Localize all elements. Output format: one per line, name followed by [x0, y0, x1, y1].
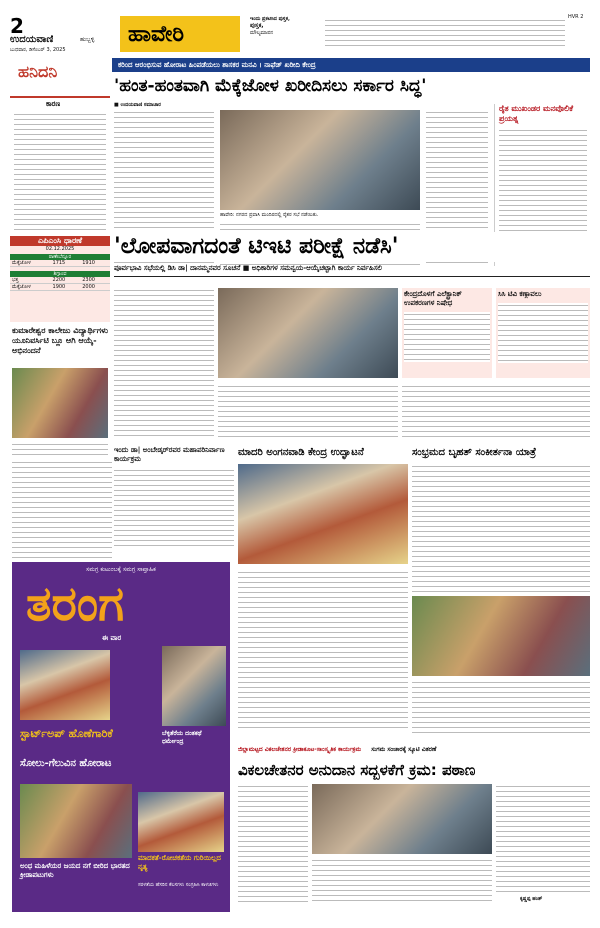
box2-text	[498, 303, 588, 363]
lead-byline: ■ ಉದಯವಾಣಿ ಸಮಾಚಾರ	[114, 102, 161, 108]
brand-box	[10, 56, 110, 98]
lead-photo	[220, 110, 420, 210]
district-title: ಹಾವೇರಿ	[128, 22, 184, 47]
top-banner-text: ಕರಿಂದ ಆರಂಭಿಸುವ ಹೋರಾಟ ಹಿಂಪಡೆಯಲು ಶಾಸಕರ ಮನವಿ । ನಾಫೆಡ್ ಖರೀದಿ ಕೇಂದ್ರ	[118, 61, 316, 69]
date-line: ಬುಧವಾರ, ಡಿಸೆಂಬರ್ 3, 2025	[10, 47, 66, 53]
district-title-box	[120, 16, 240, 52]
advert-item4: ಅಂಧ ಮಹಿಳೆಯರ ಜಯದ ನಗೆ ಬೀರಿದ ಭಾರತದ ಕ್ರೀಡಾಪಟುಗಳು	[20, 862, 130, 879]
promo-sub2: ಮೌಲ್ಯಮಾಪನ	[250, 30, 274, 36]
advert-title: ತರಂಗ	[26, 576, 125, 632]
story3-headline: ಮಾದರಿ ಅಂಗನವಾಡಿ ಕೇಂದ್ರ ಉದ್ಘಾಟನೆ	[238, 447, 364, 458]
story3-text	[238, 570, 408, 730]
page-number: 2	[10, 14, 24, 38]
advert-item5: ಮಾದಕತೆ-ರೋಚಕತೆಯ ಗುರಿಯಿಲ್ಲದ ನೃತ್ಯ	[138, 854, 221, 871]
brand-title: ಹನಿದನಿ	[18, 62, 58, 81]
advert-item2: ಸೋಲು-ಗೆಲುವಿನ ಹೋರಾಟ	[20, 758, 112, 769]
rate-sub: ರಾಣೇಬೆನ್ನೂರ	[10, 254, 110, 260]
rate-sub2: ಶಿಗ್ಗಾಂವ	[10, 271, 110, 277]
story2-col-2	[218, 384, 398, 440]
table-row	[10, 260, 110, 267]
top-banner	[112, 58, 590, 72]
story5-kicker: ಜಿಲ್ಲಾಮಟ್ಟದ ವಿಕಲಚೇತನರ ಕ್ರೀಡಾಕೂಟ-ಸಾಂಸ್ಕೃತಿಕ ಕಾರ್ಯಕ್ರಮ	[238, 746, 362, 753]
advert-photo-2	[162, 646, 226, 726]
right-col-head: ರೈತ ಮುಖಂಡರ ಮನವೊಲಿಕೆ ಪ್ರಯತ್ನ	[499, 104, 574, 123]
promo-head: ಇಂದು ಪ್ರಕಟಿಸಿದ ಪುಸ್ತಕ,	[250, 16, 290, 22]
promo-text	[325, 18, 565, 50]
story4-photo	[412, 596, 590, 676]
promo-box	[250, 16, 320, 52]
taranga-advert	[12, 562, 230, 912]
story5-col-1	[238, 784, 308, 904]
story2-col-1	[114, 288, 214, 438]
story2-box1	[402, 288, 492, 378]
story3-side-head: ಇಂದು ಡಾ| ಅಂಬೇಡ್ಕರ್‌ರವರ ಮಹಾಪರಿನಿರ್ವಾಣ ಕಾರ್ಯಕ್ರಮ	[114, 446, 225, 463]
story2-box2	[496, 288, 590, 378]
crop: ಮೆಕ್ಕೆಜೋಳ	[10, 284, 51, 291]
story2-subline: ಪೂರ್ವಭಾವಿ ಸಭೆಯಲ್ಲಿ ಡಿಸಿ ಡಾ| ದಾನಮ್ಮನವರ ಸೂಚನೆ ■ ಅಧಿಕಾರಿಗಳ ಸಮನ್ವಯ-ಆಯ್ಕೆಚಟ್ಟಾಗಿ ಕಾರ್ಯ ನಿರ್ವಹಿಸಲಿ	[114, 264, 383, 272]
story5-headline: ವಿಕಲಚೇತನರ ಅನುದಾನ ಸದ್ಬಳಕೆಗೆ ಕ್ರಮ: ಪಠಾಣ	[238, 761, 476, 779]
rate-table	[10, 260, 110, 267]
crop: ಭತ್ತ	[10, 277, 51, 284]
lead-caption: ಹಾವೇರಿ: ನಗರದ ಪ್ರವಾಸಿ ಮಂದಿರದಲ್ಲಿ ರೈತರ ಸಭೆ ನಡೆಯಿತು.	[220, 212, 319, 218]
story5-kicker2: ಸುಗಮ ಸಂಚಾರಕ್ಕೆ ಸ್ಕೂಟಿ ವಿತರಣೆ	[371, 746, 437, 753]
advert-photo-3	[20, 784, 132, 858]
story5-photo	[312, 784, 492, 854]
masthead	[10, 14, 590, 54]
rate-title: ಎಪಿಎಂಸಿ ಧಾರಣೆ	[10, 236, 110, 246]
story2-head: ಕುಮಾರೇಶ್ವರ ಕಾಲೇಜು ವಿದ್ಯಾರ್ಥಿಗಳು ಯೂನಿವರ್ಸಿಟಿ ಬ್ಲೂ ಆಗಿ ಆಯ್ಕೆ-ಅಭಿನಂದನೆ	[12, 326, 108, 355]
story2-headline: 'ಲೋಪವಾಗದಂತೆ ಟಿಇಟಿ ಪರೀಕ್ಷೆ ನಡೆಸಿ'	[114, 232, 590, 262]
advert-item3: ಬೆಳ್ಳಿತೆರೆಯ ದಂತಕಥೆ ಧರ್ಮೇಂದ್ರ	[162, 730, 202, 745]
story3-side-text	[114, 468, 234, 548]
story3-side	[114, 446, 234, 556]
max-rate: 1910	[80, 260, 110, 267]
story3	[238, 446, 408, 746]
box1-head: ಕೇಂದ್ರದೊಳಗೆ ಎಲೆಕ್ಟ್ರಾನಿಕ್ ಉಪಕರಣಗಳ ನಿಷೇಧ	[404, 290, 462, 307]
advert-photo-4	[138, 792, 224, 852]
paper-name: ಉದಯವಾಣಿ	[10, 34, 54, 45]
story5-quote-box	[496, 784, 590, 894]
crop: ಮೆಕ್ಕೆಜೋಳ	[10, 260, 51, 267]
story2-photo	[218, 288, 398, 378]
story2-text	[12, 442, 108, 456]
left-column-text-more	[12, 460, 112, 560]
rate-table-2	[10, 277, 110, 291]
story2-col-3	[402, 384, 590, 440]
rate-box	[10, 236, 110, 322]
page-code: HVR 2	[568, 14, 584, 20]
table-row	[10, 284, 110, 291]
section-text	[14, 112, 106, 230]
lead-headline: 'ಹಂತ-ಹಂತವಾಗಿ ಮೆಕ್ಕೆಜೋಳ ಖರೀದಿಸಲು ಸರ್ಕಾರ ಸಿದ್ಧ'	[114, 76, 427, 96]
rate-date: 02.12.2025	[45, 246, 75, 252]
story4-headline: ಸಂಭ್ರಮದ ಬೃಹತ್ ಸಂಕೀರ್ತನಾ ಯಾತ್ರೆ	[412, 447, 537, 458]
story4	[412, 446, 590, 746]
story4-text	[412, 464, 590, 594]
edition-tag: ಹುಬ್ಬಳ್ಳಿ	[80, 36, 95, 43]
promo-sub: ಪುಸ್ತಕ,	[250, 22, 264, 29]
advert-tag: ಈ ವಾರ	[102, 634, 122, 642]
min-rate: 1900	[51, 284, 81, 291]
max-rate: 2000	[80, 284, 110, 291]
min-rate: 1715	[51, 260, 81, 267]
story3-photo	[238, 464, 408, 564]
box2-head: ಸಿಸಿ ಟಿವಿ ಕಣ್ಗಾವಲು	[498, 290, 542, 298]
section-label: ಕಾರಣ	[46, 100, 61, 108]
advert-photo-1	[20, 650, 110, 720]
advert-top-line: ಸಮಗ್ರ ಕುಟುಂಬಕ್ಕೆ ಸಮಗ್ರ ಸಾಪ್ತಾಹಿಕ	[86, 566, 156, 573]
max-rate: 2300	[80, 277, 110, 284]
advert-item6: ಸರಳತೆಯ ಹೆಸರಿನ ಕೆಲಸಗಳು ಸಂಗ್ರಹಿಸಿ ಕಾಳಜಿಗಳು	[138, 882, 219, 888]
right-col-text	[499, 128, 587, 248]
story5-quote-name: ಕೃಷ್ಣಪ್ಪ ಹಂತ್	[520, 896, 543, 902]
story5-kicker-bar	[238, 746, 590, 758]
story5-col-2	[312, 858, 492, 904]
advert-item1: ಸ್ಟಾರ್ಟ್ಅಪ್ ಹೊಣೆಗಾರಿಕೆ	[20, 727, 113, 740]
box1-text	[404, 312, 490, 362]
min-rate: 2200	[51, 277, 81, 284]
left-column	[10, 56, 110, 456]
students-photo	[12, 368, 108, 438]
story4-text-2	[412, 680, 590, 736]
